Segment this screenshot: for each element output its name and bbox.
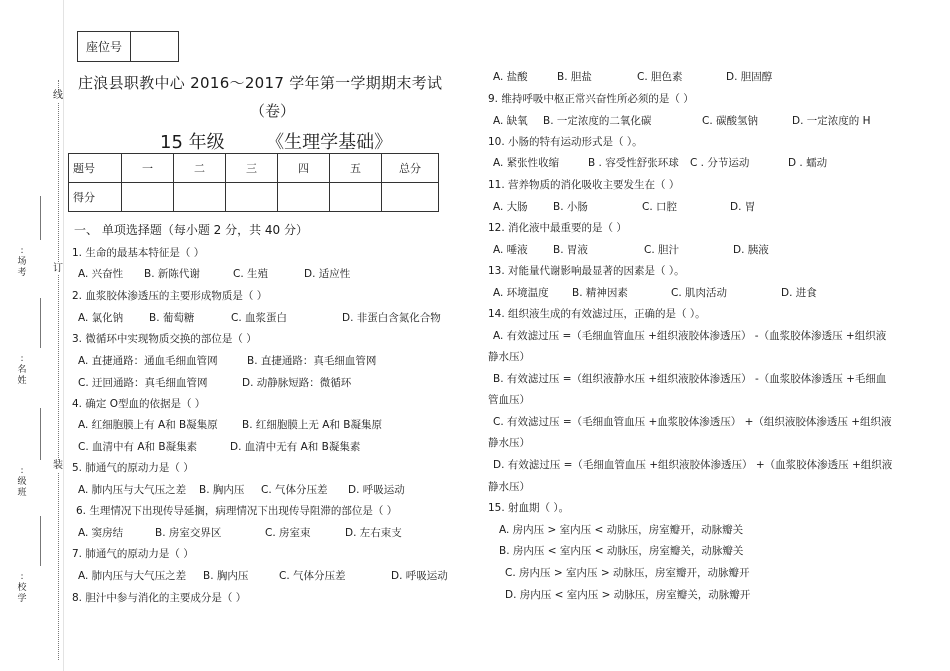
question-13: 13. 对能量代谢影响最显著的因素是（ ）。 xyxy=(488,265,685,277)
grade-label: 15 年级 xyxy=(160,132,225,153)
score-cell[interactable] xyxy=(226,183,278,212)
option[interactable]: B. 红细胞膜上无 A和 B凝集原 xyxy=(242,419,382,431)
question-12: 12. 消化液中最重要的是（ ） xyxy=(488,222,627,234)
option[interactable]: B. 一定浓度的二氧化碳 xyxy=(543,115,652,127)
option[interactable]: C. 口腔 xyxy=(642,201,678,213)
option[interactable]: D. 进食 xyxy=(781,287,817,299)
option[interactable]: C. 胆汁 xyxy=(644,244,680,256)
school-label: : 校 学 xyxy=(17,572,27,604)
option[interactable]: A. 肺内压与大气压之差 xyxy=(78,570,187,582)
score-header-cell: 四 xyxy=(278,154,330,183)
option[interactable]: B. 精神因素 xyxy=(572,287,628,299)
question-14-option-a-cont: 静水压） xyxy=(488,351,530,363)
score-cell[interactable] xyxy=(278,183,330,212)
option[interactable]: A. 红细胞膜上有 A和 B凝集原 xyxy=(78,419,218,431)
question-7: 7. 肺通气的原动力是（ ） xyxy=(72,548,194,560)
option[interactable]: A. 缺氧 xyxy=(493,115,528,127)
binding-char-order: 订 xyxy=(53,263,63,274)
binding-margin xyxy=(12,80,62,660)
name-underline[interactable] xyxy=(40,298,41,348)
option[interactable]: B. 葡萄糖 xyxy=(149,312,195,324)
option[interactable]: B. 胃液 xyxy=(553,244,588,256)
option[interactable]: D. 胆固醇 xyxy=(726,71,773,83)
exam-header-school: 庄浪县职教中心 2016～2017 学年第一学期期末考试 xyxy=(78,74,443,92)
binding-char-line: 线 xyxy=(53,90,63,101)
option[interactable]: C. 胆色素 xyxy=(637,71,683,83)
option[interactable]: C. 血清中有 A和 B凝集素 xyxy=(78,441,198,453)
question-14-option-d[interactable]: D. 有效滤过压 =（毛细血管血压 +组织液胶体渗透压） +（血浆胶体渗透压 +组织液 xyxy=(493,459,893,471)
exam-room-label: : 场 考 xyxy=(17,246,27,278)
option[interactable]: D. 血清中无有 A和 B凝集素 xyxy=(230,441,361,453)
option[interactable]: B. 胆盐 xyxy=(557,71,592,83)
question-14-option-d-cont: 静水压） xyxy=(488,481,530,493)
question-15-option-d[interactable]: D. 房内压 < 室内压 > 动脉压，房室瓣关，动脉瓣开 xyxy=(505,589,751,601)
score-cell[interactable] xyxy=(330,183,382,212)
option[interactable]: D. 一定浓度的 H xyxy=(792,115,871,127)
option[interactable]: C. 生殖 xyxy=(233,268,269,280)
option[interactable]: A. 直捷通路：通血毛细血管网 xyxy=(78,355,218,367)
option[interactable]: C. 血浆蛋白 xyxy=(231,312,288,324)
question-14-option-b[interactable]: B. 有效滤过压 =（组织液静水压 +组织液胶体渗透压） -（血浆胶体渗透压 +毛细血 xyxy=(493,373,887,385)
option[interactable]: B. 胸内压 xyxy=(199,484,245,496)
question-15-option-b[interactable]: B. 房内压 < 室内压 < 动脉压，房室瓣关，动脉瓣关 xyxy=(499,545,744,557)
question-4: 4. 确定 O型血的依据是（ ） xyxy=(72,398,206,410)
question-3: 3. 微循环中实现物质交换的部位是（ ） xyxy=(72,333,257,345)
question-14-option-b-cont: 管血压） xyxy=(488,394,530,406)
option[interactable]: C . 分节运动 xyxy=(690,157,750,169)
option[interactable]: A. 窦房结 xyxy=(78,527,124,539)
option[interactable]: C. 碳酸氢钠 xyxy=(702,115,759,127)
binding-char-bind: 装 xyxy=(53,460,63,471)
question-15-option-a[interactable]: A. 房内压 > 室内压 < 动脉压，房室瓣开，动脉瓣关 xyxy=(499,524,744,536)
option[interactable]: B. 小肠 xyxy=(553,201,588,213)
score-table-score-row xyxy=(69,183,439,212)
question-14-option-c-cont: 静水压） xyxy=(488,437,530,449)
option[interactable]: C. 肌肉活动 xyxy=(671,287,728,299)
question-6: 6. 生理情况下出现传导延搁，病理情况下出现传导阻滞的部位是（ ） xyxy=(76,505,398,517)
class-label: : 级 班 xyxy=(17,466,27,498)
score-header-cell: 题号 xyxy=(69,154,122,183)
option[interactable]: B. 房室交界区 xyxy=(155,527,222,539)
question-1: 1. 生命的最基本特征是（ ） xyxy=(72,247,205,259)
option[interactable]: A. 氯化钠 xyxy=(78,312,124,324)
option[interactable]: D. 胰液 xyxy=(733,244,769,256)
score-header-cell: 五 xyxy=(330,154,382,183)
question-8: 8. 胆汁中参与消化的主要成分是（ ） xyxy=(72,592,247,604)
section-title: 一、 单项选择题（每小题 2 分，共 40 分） xyxy=(74,223,308,237)
margin-rule xyxy=(63,0,64,671)
question-14-option-c[interactable]: C. 有效滤过压 =（毛细血管血压 +血浆胶体渗透压） +（组织液胶体渗透压 +组织液 xyxy=(493,416,892,428)
subject-label: 《生理学基础》 xyxy=(266,132,393,153)
exam-room-underline[interactable] xyxy=(40,196,41,240)
option[interactable]: A. 紧张性收缩 xyxy=(493,157,560,169)
option[interactable]: D. 呼吸运动 xyxy=(391,570,448,582)
score-row-label: 得分 xyxy=(69,183,122,212)
score-cell[interactable] xyxy=(174,183,226,212)
question-9: 9. 维持呼吸中枢正常兴奋性所必须的是（ ） xyxy=(488,93,694,105)
option[interactable]: A. 大肠 xyxy=(493,201,528,213)
option[interactable]: D. 呼吸运动 xyxy=(348,484,405,496)
question-10: 10. 小肠的特有运动形式是（ ）。 xyxy=(488,136,643,148)
score-cell[interactable] xyxy=(122,183,174,212)
score-table xyxy=(68,153,439,212)
question-2: 2. 血浆胶体渗透压的主要形成物质是（ ） xyxy=(72,290,268,302)
class-underline[interactable] xyxy=(40,408,41,460)
option[interactable]: D. 适应性 xyxy=(304,268,351,280)
score-header-cell: 一 xyxy=(122,154,174,183)
question-15-option-c[interactable]: C. 房内压 > 室内压 > 动脉压，房室瓣开，动脉瓣开 xyxy=(505,567,750,579)
binding-dotted-line xyxy=(58,80,59,660)
score-header-cell: 二 xyxy=(174,154,226,183)
option[interactable]: A. 唾液 xyxy=(493,244,528,256)
option[interactable]: D. 胃 xyxy=(730,201,756,213)
name-label: : 名 姓 xyxy=(17,354,27,386)
option[interactable]: B . 容受性舒张环球 xyxy=(588,157,679,169)
option[interactable]: D. 左右束支 xyxy=(345,527,402,539)
option[interactable]: A. 环境温度 xyxy=(493,287,549,299)
option[interactable]: A. 肺内压与大气压之差 xyxy=(78,484,187,496)
question-11: 11. 营养物质的消化吸收主要发生在（ ） xyxy=(488,179,680,191)
question-14: 14. 组织液生成的有效滤过压，正确的是（ ）。 xyxy=(488,308,706,320)
seat-number-box xyxy=(77,31,179,62)
score-table-header-row xyxy=(69,154,439,183)
question-14-option-a[interactable]: A. 有效滤过压 =（毛细血管血压 +组织液胶体渗透压） -（血浆胶体渗透压 +组织液 xyxy=(493,330,887,342)
option[interactable]: D. 动静脉短路：微循环 xyxy=(242,377,352,389)
score-cell[interactable] xyxy=(382,183,439,212)
option[interactable]: D . 蠕动 xyxy=(788,157,828,169)
exam-subject-title xyxy=(160,128,392,154)
option[interactable]: D. 非蛋白含氮化合物 xyxy=(342,312,441,324)
option[interactable]: C. 气体分压差 xyxy=(279,570,346,582)
school-underline[interactable] xyxy=(40,516,41,566)
seat-number-field[interactable] xyxy=(131,32,178,61)
question-15: 15. 射血期（ ）。 xyxy=(488,502,570,514)
option[interactable]: A. 盐酸 xyxy=(493,71,528,83)
option[interactable]: C. 房室束 xyxy=(265,527,311,539)
score-header-cell: 三 xyxy=(226,154,278,183)
option[interactable]: B. 新陈代谢 xyxy=(144,268,200,280)
option[interactable]: C. 迂回通路：真毛细血管网 xyxy=(78,377,208,389)
option[interactable]: B. 胸内压 xyxy=(203,570,249,582)
option[interactable]: B. 直捷通路：真毛细血管网 xyxy=(247,355,377,367)
seat-number-label: 座位号 xyxy=(78,32,131,61)
question-5: 5. 肺通气的原动力是（ ） xyxy=(72,462,194,474)
score-header-cell: 总分 xyxy=(382,154,439,183)
option[interactable]: A. 兴奋性 xyxy=(78,268,124,280)
option[interactable]: C. 气体分压差 xyxy=(261,484,328,496)
exam-header-paper: （卷） xyxy=(250,102,296,120)
